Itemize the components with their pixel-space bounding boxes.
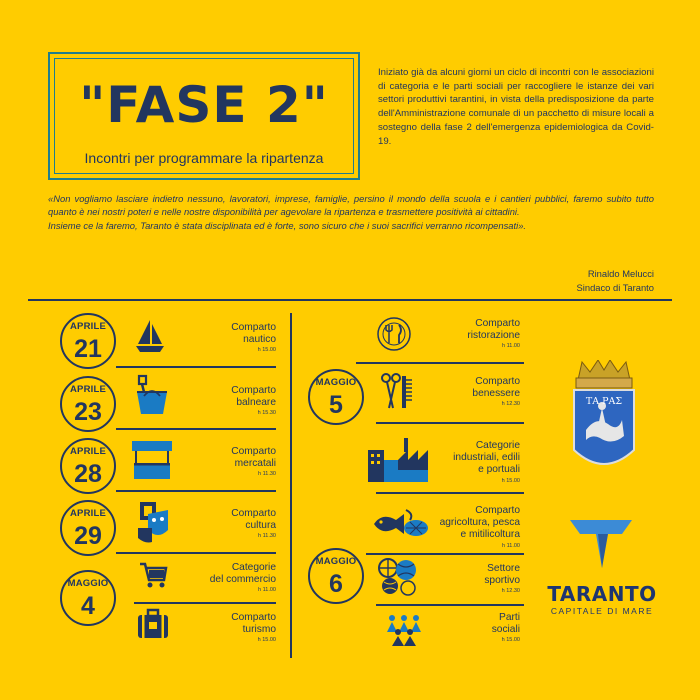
badge-month: MAGGIO xyxy=(67,578,109,589)
date-badge-apr-21 xyxy=(60,313,116,369)
taranto-logo-icon xyxy=(568,518,634,570)
badge-day: 4 xyxy=(81,592,95,620)
sector-label: Comparto mercatali xyxy=(231,446,276,470)
sector-time: h 11.30 xyxy=(258,471,276,478)
city-crest xyxy=(572,360,636,483)
quote-line-1: «Non vogliamo lasciare indietro nessuno, lavoratori, imprese, famiglie, persino il mondo della scuola e i cantieri pubblici, faremo subito tutto quanto è nei nostri poteri e nelle nostre disponibilità per agevolare la ripartenza e trasmettere positività ai cittadini. xyxy=(48,193,654,218)
sector-time: h 12.30 xyxy=(501,588,520,595)
badge-day: 23 xyxy=(74,398,102,426)
sector-name xyxy=(484,563,520,587)
badge-day: 5 xyxy=(329,391,343,419)
sector-time: h 11.00 xyxy=(502,343,520,350)
sector-label: Comparto balneare xyxy=(231,385,276,409)
logo-tagline: CAPITALE DI MARE xyxy=(550,606,654,616)
sector-name xyxy=(453,440,520,477)
row-divider xyxy=(376,492,524,494)
sector-time: h 15.00 xyxy=(501,637,520,644)
sector-time: h 12.30 xyxy=(501,401,520,408)
sector-nautico xyxy=(231,322,276,355)
row-divider xyxy=(116,490,276,492)
people-group-icon xyxy=(384,612,424,646)
sector-parti-sociali xyxy=(492,612,520,645)
sector-label: Comparto agricoltura, pesca e mitilicoltura xyxy=(439,505,520,541)
sector-label: Settore sportivo xyxy=(484,563,520,587)
sector-time: h 11.30 xyxy=(258,533,276,540)
quote-line-2: Insieme ce la faremo, Taranto è stata disciplinata ed è forte, sono sicuro che i suoi sacrifici verranno ricompensati». xyxy=(48,219,527,231)
sector-label: Comparto cultura xyxy=(231,508,276,532)
badge-day: 28 xyxy=(74,460,102,488)
sector-name xyxy=(472,376,520,400)
signature-name: Rinaldo Melucci xyxy=(587,268,654,279)
sector-name xyxy=(440,505,520,542)
fish-mussel-icon xyxy=(370,506,430,542)
date-badge-may-6 xyxy=(308,548,364,604)
industry-icon xyxy=(366,436,432,482)
badge-day: 6 xyxy=(329,570,343,598)
sector-agricoltura xyxy=(440,505,520,551)
sector-label: Comparto benessere xyxy=(472,376,520,400)
sector-cultura xyxy=(231,508,276,541)
sector-name xyxy=(231,385,276,409)
row-divider xyxy=(376,422,524,424)
date-badge-may-5 xyxy=(308,369,364,425)
sector-time: h 11.00 xyxy=(258,587,276,594)
row-divider xyxy=(376,604,524,606)
sector-label: Parti sociali xyxy=(491,612,520,636)
section-divider xyxy=(28,299,672,301)
row-divider xyxy=(134,602,276,604)
sector-label: Comparto turismo xyxy=(231,612,276,636)
sector-turismo xyxy=(231,612,276,645)
badge-month: MAGGIO xyxy=(315,556,357,567)
signature-role: Sindaco di Taranto xyxy=(576,282,654,293)
sector-time: h 15.00 xyxy=(257,347,276,354)
sector-name xyxy=(492,612,520,636)
signature xyxy=(577,267,654,295)
sector-benessere xyxy=(472,376,520,409)
theatre-masks-icon xyxy=(134,500,174,544)
badge-month: APRILE xyxy=(69,446,107,457)
sector-name xyxy=(231,612,276,636)
sector-mercatali xyxy=(231,446,276,479)
badge-month: APRILE xyxy=(69,508,107,519)
row-divider xyxy=(356,362,524,364)
logo-name: TARANTO xyxy=(547,582,657,606)
badge-month: APRILE xyxy=(69,321,107,332)
crest-text: ΤΑ ΡΑΣ xyxy=(585,396,623,407)
scissors-comb-icon xyxy=(378,372,414,412)
row-divider xyxy=(366,553,524,555)
sports-balls-icon xyxy=(376,556,420,596)
row-divider xyxy=(116,552,276,554)
suitcase-icon xyxy=(136,608,170,640)
plate-cutlery-icon xyxy=(376,316,412,352)
sector-sportivo xyxy=(484,563,520,596)
shopping-cart-icon xyxy=(138,560,168,590)
date-badge-apr-29 xyxy=(60,500,116,556)
date-badge-apr-28 xyxy=(60,438,116,494)
badge-month: MAGGIO xyxy=(315,377,357,388)
beach-bucket-icon xyxy=(134,372,170,416)
sailboat-icon xyxy=(134,318,166,354)
page-subtitle: Incontri per programmare la ripartenza xyxy=(84,150,324,166)
date-badge-apr-23 xyxy=(60,376,116,432)
sector-time: h 15.00 xyxy=(501,477,520,484)
sector-name xyxy=(231,322,276,346)
sector-name xyxy=(467,318,520,342)
badge-month: APRILE xyxy=(69,384,107,395)
row-divider xyxy=(116,366,276,368)
sector-commercio xyxy=(210,562,276,595)
badge-day: 21 xyxy=(74,335,102,363)
sector-time: h 11.00 xyxy=(502,542,520,549)
market-stall-icon xyxy=(130,437,174,483)
badge-day: 29 xyxy=(74,522,102,550)
sector-label: Comparto ristorazione xyxy=(467,318,520,342)
sector-label: Comparto nautico xyxy=(231,322,276,346)
column-divider xyxy=(290,313,292,658)
intro-paragraph: Iniziato già da alcuni giorni un ciclo di incontri con le associazioni di categoria e le parti sociali per raccogliere le istanze dei vari settori produttivi tarantini, in vista della predisposizione da parte dell'Amministrazione comunale di un pacchetto di misure locali a sostegno della fase 2 dell'emergenza epidemiologica da Covid-19. xyxy=(378,67,654,147)
sector-balneare xyxy=(231,385,276,418)
page-title: "FASE 2" xyxy=(79,76,329,134)
sector-name xyxy=(231,508,276,532)
sector-name xyxy=(210,562,276,586)
sector-time: h 15.30 xyxy=(257,410,276,417)
title-frame xyxy=(48,52,360,180)
sector-label: Categorie industriali, edili e portuali xyxy=(453,440,520,476)
sector-label: Categorie del commercio xyxy=(209,562,276,586)
date-badge-may-4 xyxy=(60,570,116,626)
sector-ristorazione xyxy=(467,318,520,351)
sector-time: h 15.00 xyxy=(257,637,276,644)
row-divider xyxy=(116,428,276,430)
sector-industriali xyxy=(453,440,520,486)
sector-name xyxy=(231,446,276,470)
mayor-quote xyxy=(48,192,654,232)
